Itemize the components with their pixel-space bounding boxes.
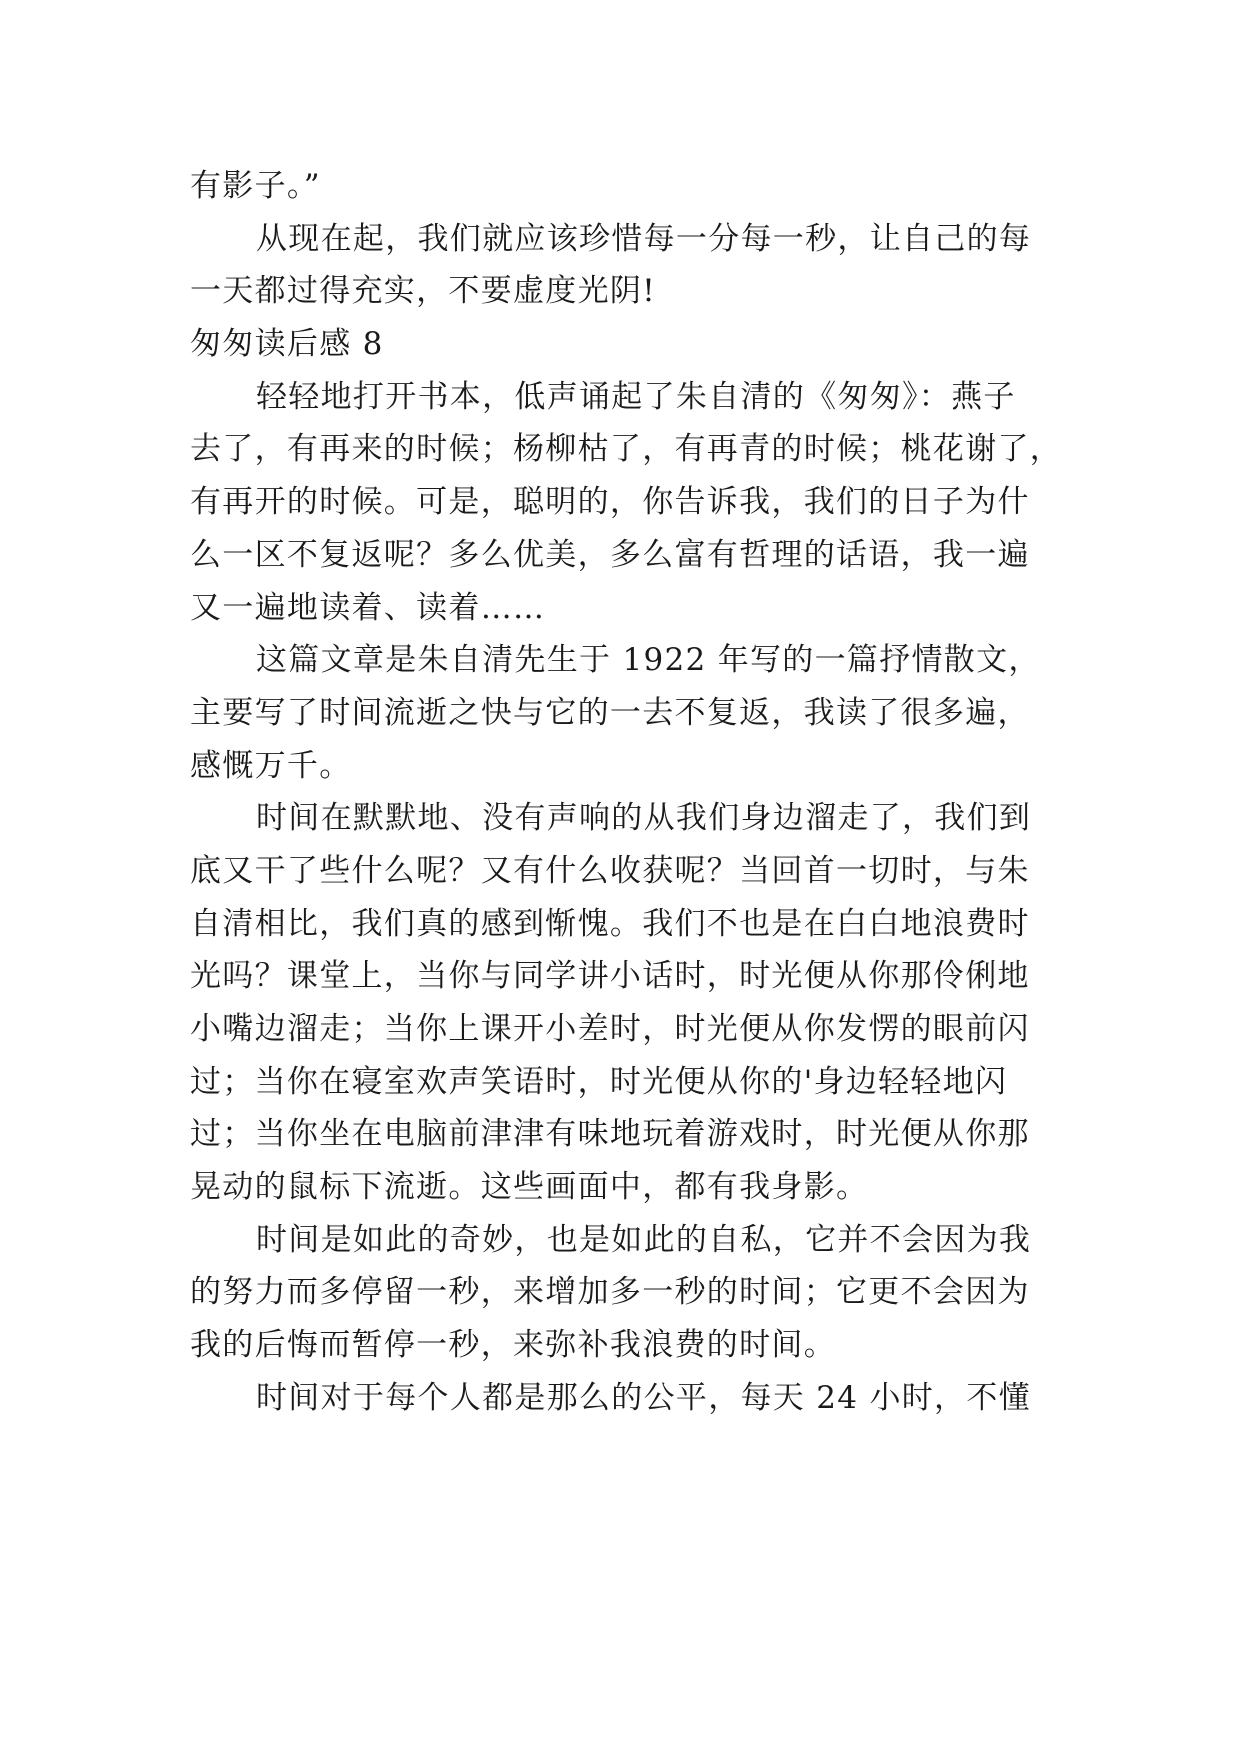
section-heading: 匆匆读后感 8: [190, 326, 384, 363]
text-line: 晃动的鼠标下流逝。这些画面中，都有我身影。: [190, 1169, 869, 1206]
text-line: 过；当你坐在电脑前津津有味地玩着游戏时，时光便从你那: [190, 1116, 1030, 1153]
text-line: 底又干了些什么呢？又有什么收获呢？当回首一切时，与朱: [190, 852, 1030, 889]
text-line: 自清相比，我们真的感到惭愧。我们不也是在白白地浪费时: [190, 905, 1030, 942]
paragraph-start-line: 这篇文章是朱自清先生于 1922 年写的一篇抒情散文，: [256, 642, 1041, 679]
paragraph-start-line: 时间对于每个人都是那么的公平，每天 24 小时，不懂: [256, 1379, 1031, 1416]
text-line: 感慨万千。: [190, 747, 352, 784]
text-line: 光吗？课堂上，当你与同学讲小话时，时光便从你那伶俐地: [190, 958, 1030, 995]
text-line: 过；当你在寝室欢声笑语时，时光便从你的'身边轻轻地闪: [190, 1063, 1008, 1100]
text-line: 一天都过得充实，不要虚度光阴!: [190, 273, 656, 310]
text-line: 么一区不复返呢？多么优美，多么富有哲理的话语，我一遍: [190, 536, 1030, 573]
document-body: [190, 160, 1063, 1425]
text-line: 的努力而多停留一秒，来增加多一秒的时间；它更不会因为: [190, 1274, 1030, 1311]
text-line: 又一遍地读着、读着……: [190, 589, 546, 626]
paragraph-start-line: 从现在起，我们就应该珍惜每一分每一秒，让自己的每: [256, 220, 1032, 257]
paragraph-start-line: 时间在默默地、没有声响的从我们身边溜走了，我们到: [256, 800, 1032, 837]
paragraph-start-line: 轻轻地打开书本，低声诵起了朱自清的《匆匆》：燕子: [256, 378, 1016, 415]
text-line: 有再开的时候。可是，聪明的，你告诉我，我们的日子为什: [190, 484, 1030, 521]
text-line: 主要写了时间流逝之快与它的一去不复返，我读了很多遍，: [190, 694, 1030, 731]
text-line: 去了，有再来的时候；杨柳枯了，有再青的时候；桃花谢了，: [190, 431, 1063, 468]
text-line: 有影子。”: [190, 168, 321, 204]
text-line: 小嘴边溜走；当你上课开小差时，时光便从你发愣的眼前闪: [190, 1011, 1030, 1047]
paragraph-start-line: 时间是如此的奇妙，也是如此的自私，它并不会因为我: [256, 1221, 1032, 1258]
text-line: 我的后悔而暂停一秒，来弥补我浪费的时间。: [190, 1327, 836, 1364]
